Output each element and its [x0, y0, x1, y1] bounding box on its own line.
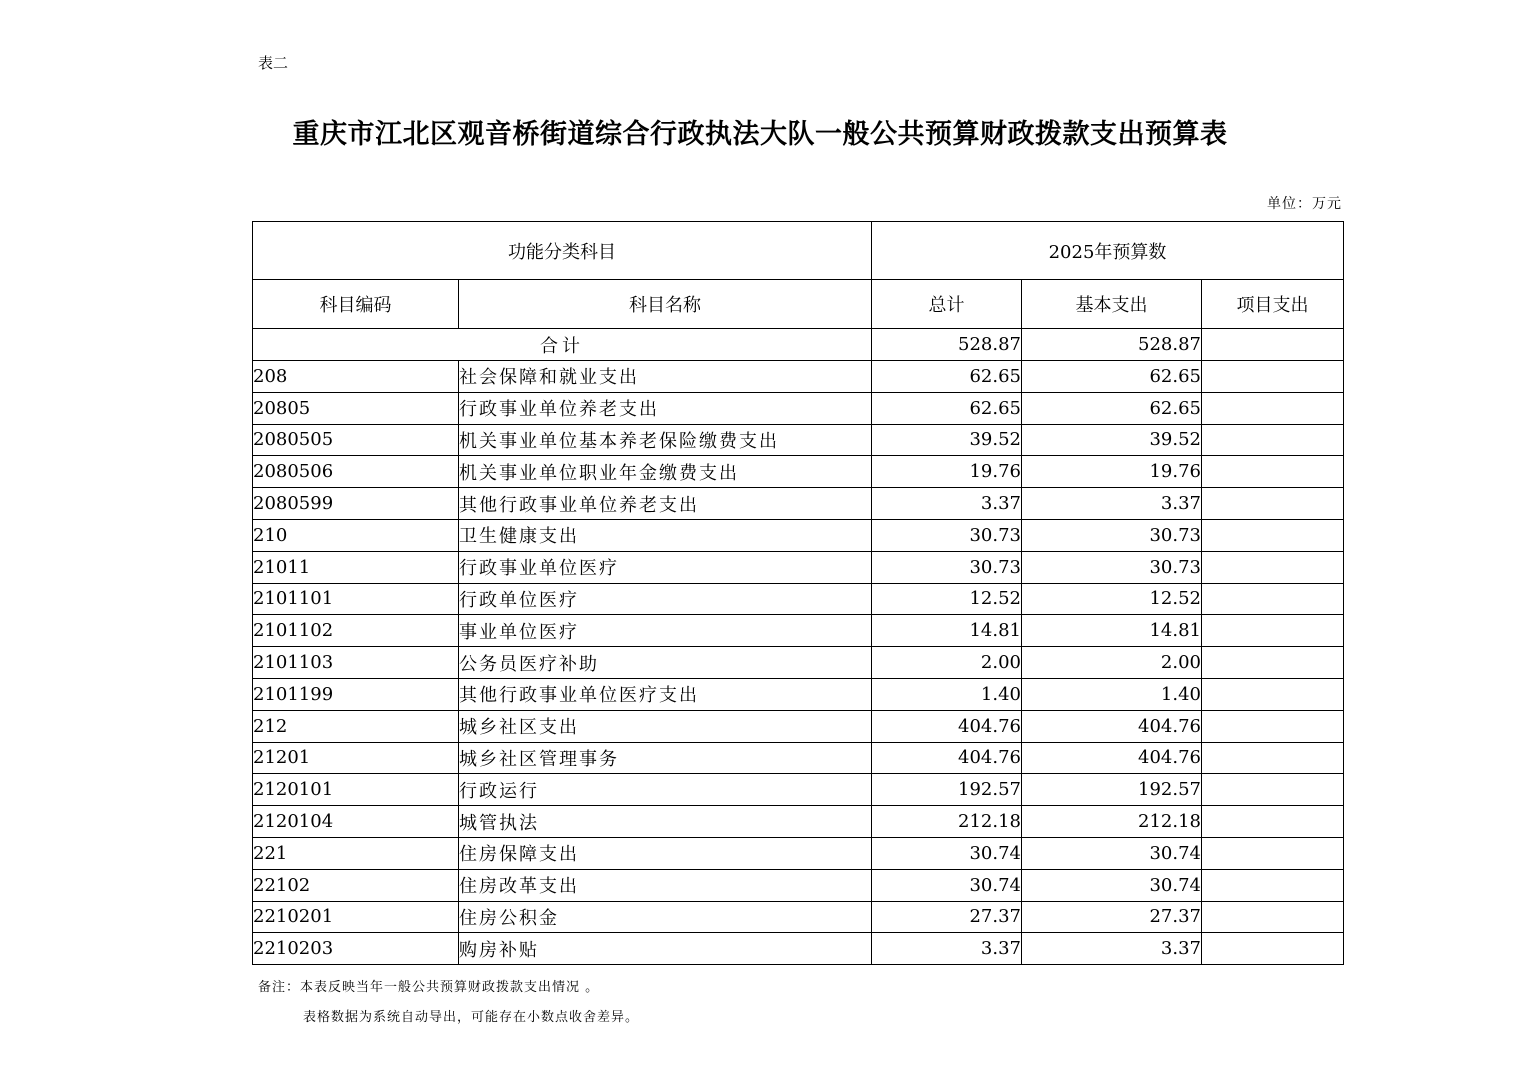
row-project [1202, 710, 1344, 742]
row-total: 3.37 [872, 933, 1022, 965]
table-row [253, 583, 1344, 615]
row-code: 2210203 [253, 933, 459, 965]
row-name: 行政事业单位养老支出 [459, 392, 872, 424]
row-code: 20805 [253, 392, 459, 424]
table-row [253, 392, 1344, 424]
row-total: 62.65 [872, 361, 1022, 393]
row-code: 21201 [253, 742, 459, 774]
table-row [253, 837, 1344, 869]
row-basic: 212.18 [1022, 806, 1202, 838]
row-total: 39.52 [872, 424, 1022, 456]
row-code: 2120101 [253, 774, 459, 806]
row-code: 2120104 [253, 806, 459, 838]
row-name: 城管执法 [459, 806, 872, 838]
row-basic: 19.76 [1022, 456, 1202, 488]
row-code: 2080599 [253, 488, 459, 520]
row-project [1202, 488, 1344, 520]
unit-label: 单位：万元 [1267, 196, 1342, 212]
row-name: 其他行政事业单位医疗支出 [459, 678, 872, 710]
row-code: 2080505 [253, 424, 459, 456]
row-total: 2.00 [872, 647, 1022, 679]
budget-table [252, 221, 1344, 965]
row-project [1202, 647, 1344, 679]
table-row [253, 551, 1344, 583]
table-row [253, 615, 1344, 647]
row-basic: 30.74 [1022, 869, 1202, 901]
row-basic: 62.65 [1022, 361, 1202, 393]
row-basic: 12.52 [1022, 583, 1202, 615]
row-name: 城乡社区支出 [459, 710, 872, 742]
row-basic: 30.73 [1022, 551, 1202, 583]
row-total: 192.57 [872, 774, 1022, 806]
row-name: 行政单位医疗 [459, 583, 872, 615]
row-basic: 27.37 [1022, 901, 1202, 933]
row-total: 30.74 [872, 869, 1022, 901]
row-project [1202, 837, 1344, 869]
row-project [1202, 361, 1344, 393]
row-basic: 404.76 [1022, 742, 1202, 774]
header-function-group: 功能分类科目 [253, 222, 872, 280]
row-total: 12.52 [872, 583, 1022, 615]
row-project [1202, 456, 1344, 488]
row-total: 3.37 [872, 488, 1022, 520]
row-name: 住房公积金 [459, 901, 872, 933]
table-row [253, 678, 1344, 710]
total-total: 528.87 [872, 329, 1022, 361]
row-basic: 404.76 [1022, 710, 1202, 742]
row-code: 2210201 [253, 901, 459, 933]
row-basic: 192.57 [1022, 774, 1202, 806]
row-project [1202, 806, 1344, 838]
row-project [1202, 869, 1344, 901]
row-name: 卫生健康支出 [459, 519, 872, 551]
row-total: 30.73 [872, 551, 1022, 583]
row-total: 30.73 [872, 519, 1022, 551]
total-basic: 528.87 [1022, 329, 1202, 361]
header-budget-group: 2025年预算数 [872, 222, 1344, 280]
row-name: 行政事业单位医疗 [459, 551, 872, 583]
row-name: 住房保障支出 [459, 837, 872, 869]
row-total: 404.76 [872, 710, 1022, 742]
row-name: 住房改革支出 [459, 869, 872, 901]
note-line-1: 备注：本表反映当年一般公共预算财政拨款支出情况 。 [258, 980, 600, 995]
row-name: 公务员医疗补助 [459, 647, 872, 679]
row-basic: 14.81 [1022, 615, 1202, 647]
row-code: 2080506 [253, 456, 459, 488]
note-line-2: 表格数据为系统自动导出，可能存在小数点收舍差异。 [303, 1010, 640, 1025]
row-basic: 2.00 [1022, 647, 1202, 679]
table-row [253, 488, 1344, 520]
table-row [253, 519, 1344, 551]
row-project [1202, 901, 1344, 933]
row-code: 2101102 [253, 615, 459, 647]
header-code: 科目编码 [253, 280, 459, 329]
row-basic: 62.65 [1022, 392, 1202, 424]
table-row [253, 933, 1344, 965]
row-total: 1.40 [872, 678, 1022, 710]
header-project: 项目支出 [1202, 280, 1344, 329]
row-project [1202, 678, 1344, 710]
row-name: 机关事业单位职业年金缴费支出 [459, 456, 872, 488]
page-title: 重庆市江北区观音桥街道综合行政执法大队一般公共预算财政拨款支出预算表 [292, 119, 1228, 150]
header-basic: 基本支出 [1022, 280, 1202, 329]
row-project [1202, 519, 1344, 551]
table-row [253, 647, 1344, 679]
header-name: 科目名称 [459, 280, 872, 329]
row-name: 其他行政事业单位养老支出 [459, 488, 872, 520]
row-name: 城乡社区管理事务 [459, 742, 872, 774]
row-basic: 1.40 [1022, 678, 1202, 710]
table-row [253, 774, 1344, 806]
row-project [1202, 551, 1344, 583]
row-basic: 3.37 [1022, 488, 1202, 520]
row-project [1202, 774, 1344, 806]
row-code: 208 [253, 361, 459, 393]
table-row [253, 869, 1344, 901]
row-total: 27.37 [872, 901, 1022, 933]
row-code: 212 [253, 710, 459, 742]
header-group-row [253, 222, 1344, 280]
row-code: 21011 [253, 551, 459, 583]
row-basic: 30.74 [1022, 837, 1202, 869]
row-code: 221 [253, 837, 459, 869]
row-total: 19.76 [872, 456, 1022, 488]
table-row [253, 901, 1344, 933]
row-project [1202, 742, 1344, 774]
row-code: 2101101 [253, 583, 459, 615]
total-label: 合计 [253, 329, 872, 361]
row-total: 62.65 [872, 392, 1022, 424]
table-row [253, 424, 1344, 456]
table-row [253, 361, 1344, 393]
table-row [253, 710, 1344, 742]
total-row [253, 329, 1344, 361]
row-name: 购房补贴 [459, 933, 872, 965]
row-project [1202, 424, 1344, 456]
table-row [253, 456, 1344, 488]
row-name: 行政运行 [459, 774, 872, 806]
row-total: 212.18 [872, 806, 1022, 838]
row-code: 22102 [253, 869, 459, 901]
row-total: 30.74 [872, 837, 1022, 869]
table-row [253, 742, 1344, 774]
row-name: 事业单位医疗 [459, 615, 872, 647]
row-basic: 30.73 [1022, 519, 1202, 551]
row-basic: 39.52 [1022, 424, 1202, 456]
header-column-row [253, 280, 1344, 329]
total-project [1202, 329, 1344, 361]
row-code: 2101199 [253, 678, 459, 710]
table-label: 表二 [258, 54, 289, 72]
row-name: 社会保障和就业支出 [459, 361, 872, 393]
row-total: 404.76 [872, 742, 1022, 774]
header-total: 总计 [872, 280, 1022, 329]
row-name: 机关事业单位基本养老保险缴费支出 [459, 424, 872, 456]
row-code: 210 [253, 519, 459, 551]
table-row [253, 806, 1344, 838]
row-basic: 3.37 [1022, 933, 1202, 965]
row-project [1202, 615, 1344, 647]
row-total: 14.81 [872, 615, 1022, 647]
row-project [1202, 583, 1344, 615]
row-project [1202, 392, 1344, 424]
row-code: 2101103 [253, 647, 459, 679]
row-project [1202, 933, 1344, 965]
